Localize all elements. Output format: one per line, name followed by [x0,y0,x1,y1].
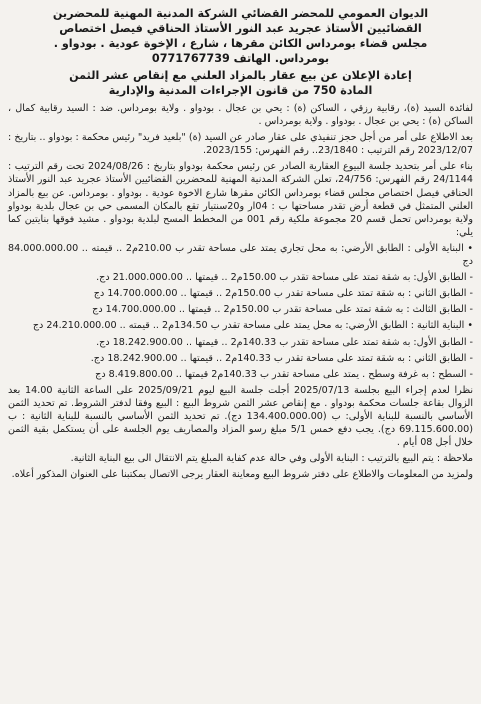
title-line-2: المادة 750 من قانون الإجراءات المدنية والإدارية [108,84,373,97]
parties-paragraph: لفائدة السيد (ة)، رقابية رزقي ، الساكن (ة) : يحي بن عجال . بودواو . ولاية بومرداس. ضد : السيد رقابية كمال ، الساكن (ة) : يحي بن عجال . بودواو . ولاية بومرداس . [8,103,473,128]
building-1-second-floor: - الطابق الثاني : به شقة تمتد على مساحة تقدر ب 150.00م2 .. قيمتها .. 14.700.000.00 دج [93,288,473,300]
building-2-second-floor: - الطابق الثاني : به شقة تمتد على مساحة تقدر ب 140.33م2 .. قيمتها .. 18.242.900.00 دج. [90,352,473,364]
auction-notice [8,6,473,692]
sale-order-note: ملاحظة : يتم البيع بالترتيب : البناية الأولى وفي حالة عدم كفاية المبلغ يتم الانتقال الى بيع البناية الثانية. [70,453,473,465]
header-line-1: الديوان العمومي للمحضر القضائي الشركة المدنية المهنية للمحضرين [52,7,429,20]
header-line-4: بومرداس. الهاتف 0771767739 [151,52,330,65]
building-2-first-floor: - الطابق الأول: به شقة تمتد على مساحة تقدر ب 140.33م2 .. قيمتها .. 18.242.900.00 دج. [96,336,473,348]
seizure-order-paragraph: بعد الاطلاع على أمر من أجل حجز تنفيذي على عقار صادر عن السيد (ة) "بلعيد فريد" رئيس محكمة : بودواو .. بتاريخ : 2023/12/07 رقم الترتيب : 23/1840.. رقم الفهرس: 2023/155. [8,132,473,157]
building-1-first-floor: - الطابق الأول: به شقة تمتد على مساحة تقدر ب 150.00م2 .. قيمتها .. 21.000.000.00 دج. [96,272,473,284]
building-2-roof: - السطح : به غرفة وسطح . يمتد على مساحة تقدر ب 140.33م2 قيمتها .. 8.419.800.00 دج [95,368,473,380]
bailiff-office-header [8,6,473,66]
contact-paragraph: ولمزيد من المعلومات والاطلاع على دفتر شروط البيع ومعاينة العقار يرجى الاتصال بمكتبنا على العنوان المذكور أعلاه. [11,469,473,481]
sale-terms-paragraph: نظرا لعدم إجراء البيع بجلسة 2025/07/13 أجلت جلسة البيع ليوم 2025/09/21 على الساعة الثانية 14.00 بعد الزوال بقاعة جلسات محكمة بودواو . مع إنقاص عشر الثمن شروط البيع : البيع وفقا لدفتر الشروط. تم تحديد الثمن الأساسي بالنسبة للبناية الأولى: ب (134.400.000.00 دج). تم تحديد الثمن الأساسي بالنسبة للبناية الثانية : ب (69.115.600.00 دج). يجب دفع خمس 5/1 مبلغ رسو المزاد والمصاريف يوم الجلسة على أن يستكمل بقية الثمن خلال أجل 08 أيام . [8,384,474,449]
header-line-3: مجلس قضاء بومرداس الكائن مقرها ، شارع ، الإخوة عودية . بودواو . [53,37,428,50]
notice-title [8,68,473,98]
building-1-ground-floor: • البناية الأولى : الطابق الأرضي: به محل تجاري يمتد على مساحة تقدر ب 210.00م2 .. قيمته .. 84.000.000.00 دج [8,242,474,268]
property-description-paragraph: بناء على أمر بتحديد جلسة البيوع العقارية الصادر عن رئيس محكمة بودواو بتاريخ : 2024/08/26 تحت رقم الترتيب : 24/1144 رقم الفهرس: 24/756، تعلن الشركة المدنية المهنية للمحضرين القضائيين الأستاذ عجريد عبد النور الأستاذ الحناقي فيصل اختصاص مجلس قضاء بومرداس الكائن مقرها شارع الاخوة عودية . بودواو . بومرداس. عن بيع بالمزاد العلني المتمثل في قطعة أرض تقدر مساحتها ب : 04ار و20سنتيار تقع بالمكان المسمى حي بن عجال بلدية بودواو ولاية بومرداس تحمل قسم 20 مجموعة ملكية رقم 001 من المخطط المسح لبلدية بودواو . مشيد فوقها بنايتين كما يلي: [8,161,474,238]
title-line-1: إعادة الإعلان عن بيع عقار بالمزاد العلني مع إنقاص عشر الثمن [69,69,412,82]
building-2-ground-floor: • البناية الثانية : الطابق الأرضي: به محل يمتد على مساحة تقدر ب 134.50م2 .. قيمته .. 24.210.000.00 دج [32,320,473,332]
header-line-2: القضائيين الأستاذ عجريد عبد النور الأستاذ الحناقي فيصل اختصاص [59,22,422,35]
building-1-third-floor: - الطابق الثالث : به شقة تمتد على مساحة تقدر ب 150.00م2 .. قيمتها .. 14.700.000.00 دج [92,304,473,316]
